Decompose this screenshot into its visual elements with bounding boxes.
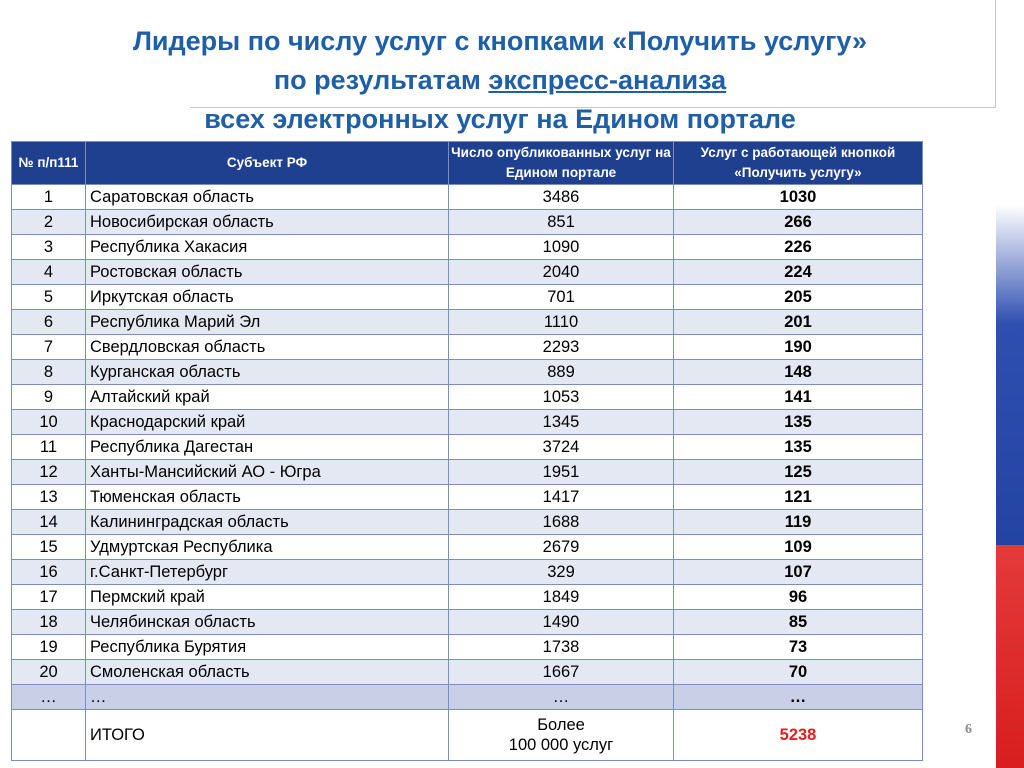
row-published: 1688 (449, 510, 674, 535)
row-subject: Ростовская область (86, 260, 449, 285)
row-subject: Удмуртская Республика (86, 535, 449, 560)
row-subject: г.Санкт-Петербург (86, 560, 449, 585)
table-body (12, 185, 923, 761)
row-subject: Саратовская область (86, 185, 449, 210)
row-num: 20 (12, 660, 86, 685)
table-header-row (12, 142, 923, 185)
row-subject: Республика Марий Эл (86, 310, 449, 335)
row-subject: Калининградская область (86, 510, 449, 535)
row-published: 3724 (449, 435, 674, 460)
slide-number: 6 (965, 722, 972, 737)
row-with-button: 85 (674, 610, 923, 635)
table-row (12, 360, 923, 385)
row-with-button: 224 (674, 260, 923, 285)
row-published: 1667 (449, 660, 674, 685)
row-with-button: 121 (674, 485, 923, 510)
title-line-1: Лидеры по числу услуг с кнопками «Получить услугу» (132, 26, 868, 56)
table-row (12, 435, 923, 460)
header-num: № п/п111 (12, 142, 86, 185)
title-line-2-prefix: по результатам (273, 65, 489, 95)
row-num: 11 (12, 435, 86, 460)
row-with-button: 119 (674, 510, 923, 535)
ellipsis-subject: … (86, 685, 449, 710)
row-num: 12 (12, 460, 86, 485)
row-num: 3 (12, 235, 86, 260)
table-row (12, 585, 923, 610)
row-subject: Челябинская область (86, 610, 449, 635)
row-num: 8 (12, 360, 86, 385)
title-line-2-underlined: экспресс-анализа (488, 65, 727, 95)
title-line-3: всех электронных услуг на Едином портале (204, 104, 796, 134)
row-published: 1110 (449, 310, 674, 335)
row-with-button: 109 (674, 535, 923, 560)
table-row (12, 460, 923, 485)
row-subject: Ханты-Мансийский АО - Югра (86, 460, 449, 485)
row-published: 1345 (449, 410, 674, 435)
row-with-button: 135 (674, 410, 923, 435)
header-published: Число опубликованных услуг на Едином портале (449, 142, 674, 185)
total-published-line-1: Более (537, 716, 585, 734)
row-num: 1 (12, 185, 86, 210)
table-row (12, 410, 923, 435)
row-subject: Смоленская область (86, 660, 449, 685)
row-num: 5 (12, 285, 86, 310)
table-row (12, 660, 923, 685)
row-published: 2040 (449, 260, 674, 285)
row-subject: Краснодарский край (86, 410, 449, 435)
row-subject: Свердловская область (86, 335, 449, 360)
row-subject: Пермский край (86, 585, 449, 610)
row-with-button: 205 (674, 285, 923, 310)
leaders-table (11, 141, 923, 761)
table-row (12, 510, 923, 535)
row-published: 1417 (449, 485, 674, 510)
row-with-button: 107 (674, 560, 923, 585)
table-row (12, 235, 923, 260)
row-num: 4 (12, 260, 86, 285)
title-line-2 (20, 61, 980, 100)
row-subject: Тюменская область (86, 485, 449, 510)
row-published: 1849 (449, 585, 674, 610)
row-published: 701 (449, 285, 674, 310)
total-published (449, 710, 674, 761)
row-num: 17 (12, 585, 86, 610)
row-with-button: 73 (674, 635, 923, 660)
row-num: 15 (12, 535, 86, 560)
row-with-button: 135 (674, 435, 923, 460)
row-published: 1490 (449, 610, 674, 635)
row-num: 14 (12, 510, 86, 535)
table-row (12, 635, 923, 660)
flag-red-stripe (996, 545, 1024, 768)
row-with-button: 1030 (674, 185, 923, 210)
row-num: 16 (12, 560, 86, 585)
row-with-button: 226 (674, 235, 923, 260)
ellipsis-with-button: … (674, 685, 923, 710)
row-published: 1738 (449, 635, 674, 660)
row-num: 18 (12, 610, 86, 635)
table-row (12, 285, 923, 310)
row-subject: Алтайский край (86, 385, 449, 410)
row-with-button: 266 (674, 210, 923, 235)
table-row (12, 310, 923, 335)
table-row (12, 335, 923, 360)
row-with-button: 201 (674, 310, 923, 335)
row-num: 2 (12, 210, 86, 235)
row-subject: Новосибирская область (86, 210, 449, 235)
row-with-button: 190 (674, 335, 923, 360)
row-subject: Иркутская область (86, 285, 449, 310)
row-published: 889 (449, 360, 674, 385)
table-row (12, 210, 923, 235)
total-row (12, 710, 923, 761)
table-row (12, 260, 923, 285)
row-with-button: 125 (674, 460, 923, 485)
total-with-button: 5238 (674, 710, 923, 761)
row-subject: Республика Дагестан (86, 435, 449, 460)
row-with-button: 148 (674, 360, 923, 385)
flag-blue-stripe (996, 205, 1024, 545)
table-row (12, 535, 923, 560)
total-num-empty (12, 710, 86, 761)
table-row (12, 485, 923, 510)
ellipsis-row (12, 685, 923, 710)
row-num: 7 (12, 335, 86, 360)
row-published: 2293 (449, 335, 674, 360)
table-row (12, 185, 923, 210)
row-subject: Республика Бурятия (86, 635, 449, 660)
row-subject: Курганская область (86, 360, 449, 385)
row-published: 1090 (449, 235, 674, 260)
header-subject: Субъект РФ (86, 142, 449, 185)
table-row (12, 385, 923, 410)
row-subject: Республика Хакасия (86, 235, 449, 260)
row-num: 9 (12, 385, 86, 410)
total-published-line-2: 100 000 услуг (508, 736, 614, 754)
total-label: ИТОГО (86, 710, 449, 761)
slide-title (20, 22, 980, 139)
row-published: 1053 (449, 385, 674, 410)
row-num: 19 (12, 635, 86, 660)
ellipsis-num: … (12, 685, 86, 710)
row-published: 3486 (449, 185, 674, 210)
header-with-button: Услуг с работающей кнопкой «Получить услугу» (674, 142, 923, 185)
row-with-button: 70 (674, 660, 923, 685)
row-published: 851 (449, 210, 674, 235)
table-row (12, 560, 923, 585)
row-num: 13 (12, 485, 86, 510)
row-with-button: 96 (674, 585, 923, 610)
row-num: 10 (12, 410, 86, 435)
row-published: 2679 (449, 535, 674, 560)
table-row (12, 610, 923, 635)
row-published: 1951 (449, 460, 674, 485)
top-vertical-line (995, 0, 996, 108)
row-with-button: 141 (674, 385, 923, 410)
ellipsis-published: … (449, 685, 674, 710)
row-published: 329 (449, 560, 674, 585)
row-num: 6 (12, 310, 86, 335)
